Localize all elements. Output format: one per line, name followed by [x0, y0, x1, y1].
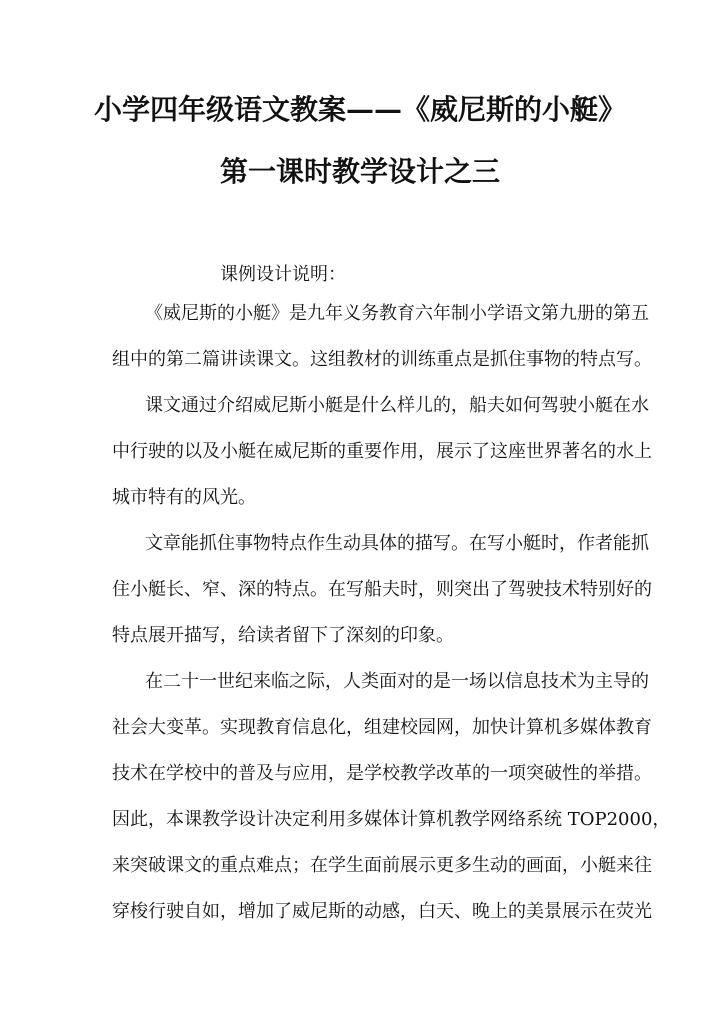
paragraph-line: 来突破课文的重点难点；在学生面前展示更多生动的画面，小艇来往	[112, 855, 652, 876]
paragraph-line: 在二十一世纪来临之际，人类面对的是一场以信息技术为主导的	[145, 671, 649, 692]
paragraph-line: 特点展开描写，给读者留下了深刻的印象。	[112, 625, 454, 646]
paragraph-line: 文章能抓住事物特点作生动具体的描写。在写小艇时，作者能抓	[145, 533, 649, 554]
paragraph-line: 城市特有的风光。	[112, 487, 256, 508]
paragraph-line: 穿梭行驶自如，增加了威尼斯的动感，白天、晚上的美景展示在荧光	[112, 901, 652, 922]
paragraph-line: 《威尼斯的小艇》是九年义务教育六年制小学语文第九册的第五	[145, 303, 649, 324]
paragraph-line: 因此，本课教学设计决定利用多媒体计算机教学网络系统 TOP2000，	[112, 809, 671, 830]
paragraph-line: 课文通过介绍威尼斯小艇是什么样儿的，船夫如何驾驶小艇在水	[145, 395, 649, 416]
paragraph-line: 技术在学校中的普及与应用，是学校教学改革的一项突破性的举措。	[112, 763, 652, 784]
document-title: 小学四年级语文教案——《威尼斯的小艇》	[93, 93, 626, 126]
document-subtitle: 第一课时教学设计之三	[219, 155, 500, 188]
paragraph-line: 社会大变革。实现教育信息化，组建校园网，加快计算机多媒体教育	[112, 717, 652, 738]
section-heading: 课例设计说明：	[220, 264, 346, 285]
paragraph-line: 中行驶的以及小艇在威尼斯的重要作用，展示了这座世界著名的水上	[112, 441, 652, 462]
paragraph-line: 住小艇长、窄、深的特点。在写船夫时，则突出了驾驶技术特别好的	[112, 579, 652, 600]
paragraph-line: 组中的第二篇讲读课文。这组教材的训练重点是抓住事物的特点写。	[112, 349, 652, 370]
